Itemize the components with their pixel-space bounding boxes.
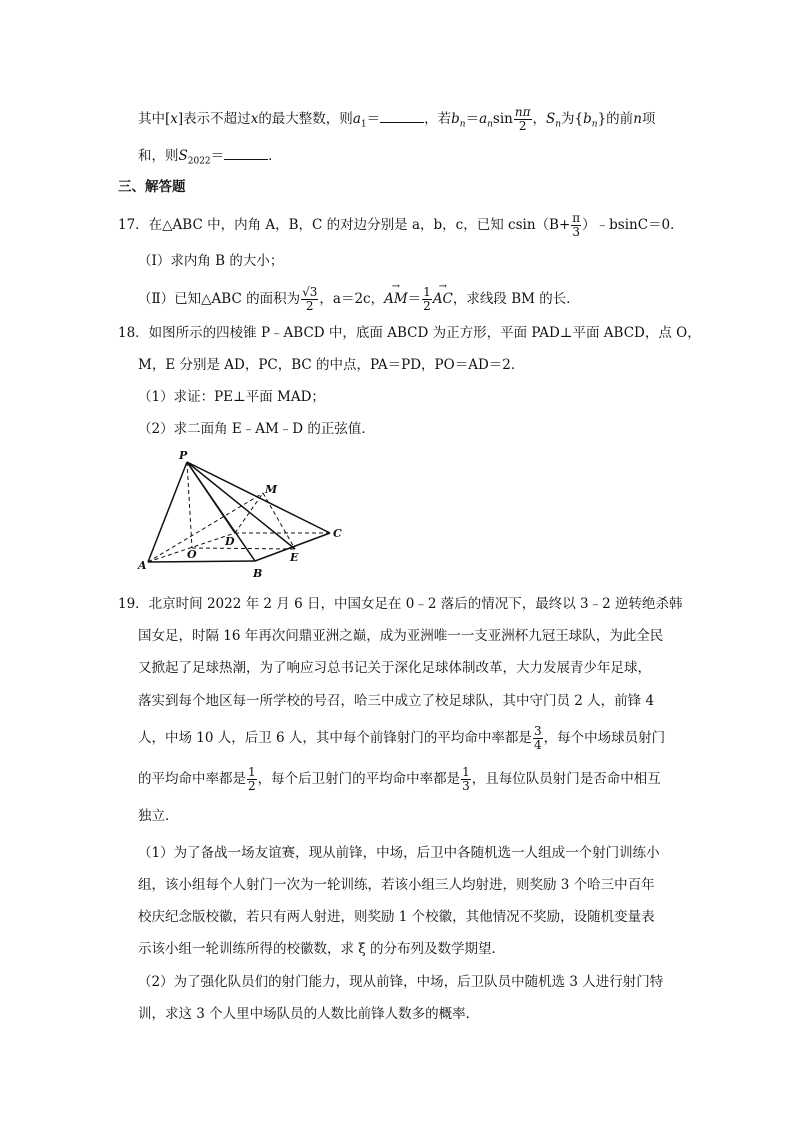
label-O: O <box>187 548 197 561</box>
label-M: M <box>265 483 278 496</box>
q19-part1-line1: （1）为了备战一场友谊赛，现从前锋，中场，后卫中各随机选一人组成一个射门训练小 <box>138 845 660 861</box>
q19-part2-line1: （2）为了强化队员们的射门能力，现从前锋，中场，后卫队员中随机选 3 人进行射门特 <box>138 974 664 990</box>
q18-line1: 18．如图所示的四棱锥 P﹣ABCD 中，底面 ABCD 为正方形，平面 PAD⊥平面 ABCD，点 O， <box>118 325 701 341</box>
fraction-3-over-4: $\frac{3}{4}$ <box>533 724 542 752</box>
label-C: C <box>333 527 342 540</box>
q19-line6: 的平均命中率都是 $\frac{1}{2}$ ，每个后卫射门的平均命中率都是 $\frac{1}{3}$ ，且每位队员射门是否命中相互 <box>138 765 661 793</box>
q16-continuation-line2: 和，则$S_{2022}=$ ． <box>138 145 282 173</box>
pyramid-figure <box>135 445 355 585</box>
label-D: D <box>225 535 235 548</box>
label-E: E <box>290 551 299 564</box>
q19-line5: 人，中场 10 人，后卫 6 人，其中每个前锋射门的平均命中率都是 $\frac{3}{4}$ ，每个中场球员射门 <box>138 724 666 752</box>
answer-blank-a1 <box>380 108 424 123</box>
label-P: P <box>179 449 188 462</box>
q19-line2: 国女足，时隔 16 年再次问鼎亚洲之巅，成为亚洲唯一一支亚洲杯九冠王球队，为此全民 <box>138 628 664 644</box>
pyramid-solid-edges <box>148 462 330 562</box>
label-A: A <box>138 559 147 572</box>
q17-line1: 17．在△ABC 中，内角 A，B，C 的对边分别是 a，b，c，已知 csin（B+ $\frac{\pi}{3}$ ）﹣bsinC＝0． <box>118 211 684 239</box>
fraction-1-over-2: $\frac{1}{2}$ <box>423 285 431 313</box>
q18-part2: （2）求二面角 E﹣AM﹣D 的正弦值． <box>138 421 375 437</box>
fraction-npi-over-2: $\frac{n\pi}{2}$ <box>514 105 531 133</box>
answer-blank-s2022 <box>224 145 268 160</box>
fraction-sqrt3-over-2: $\frac{√3}{2}$ <box>302 285 318 313</box>
q19-part1-line2: 组，该小组每个人射门一次为一轮训练，若该小组三人均射进，则奖励 3 个哈三中百年 <box>138 877 655 893</box>
q19-line3: 又掀起了足球热潮，为了响应习总书记关于深化足球体制改革，大力发展青少年足球， <box>138 660 651 676</box>
q17-part1: （Ⅰ）求内角 B 的大小； <box>138 253 284 269</box>
section-title: 三、解答题 <box>118 179 186 195</box>
q19-part2-line2: 训，求这 3 个人里中场队员的人数比前锋人数多的概率． <box>138 1006 480 1022</box>
fraction-1-over-3: $\frac{1}{3}$ <box>462 765 470 793</box>
q19-line7: 独立． <box>138 808 179 824</box>
q19-line4: 落实到每个地区每一所学校的号召，哈三中成立了校足球队，其中守门员 2 人，前锋 4 <box>138 693 655 709</box>
label-B: B <box>253 567 263 580</box>
q18-line2: M，E 分别是 AD，PC，BC 的中点，PA＝PD，PO＝AD＝2． <box>138 357 525 373</box>
fraction-pi-over-3: $\frac{\pi}{3}$ <box>572 211 581 239</box>
fraction-1-over-2-b: $\frac{1}{2}$ <box>248 765 256 793</box>
q19-part1-line4: 示该小组一轮训练所得的校徽数，求 ξ 的分布列及数学期望． <box>138 941 506 957</box>
q19-line1: 19．北京时间 2022 年 2 月 6 日，中国女足在 0﹣2 落后的情况下，最终以 3﹣2 逆转绝杀韩 <box>118 596 683 612</box>
pyramid-hidden-edges <box>148 462 330 562</box>
vector-ac: → AC <box>433 288 453 310</box>
vector-am: → AM <box>384 288 408 310</box>
q18-part1: （1）求证：PE⊥平面 MAD； <box>138 389 325 405</box>
q16-continuation-line1: 其中[x]表示不超过x的最大整数，则$a_1=$ ，若$b_n=a_n\sin$ $\frac{n\pi}{2}$ ，$S_n$为$\{b_n\}$的前n项 <box>138 105 656 133</box>
q19-part1-line3: 校庆纪念版校徽，若只有两人射进，则奖励 1 个校徽，其他情况不奖励，设随机变量表 <box>138 909 655 925</box>
q17-part2: （Ⅱ）已知△ABC 的面积为 $\frac{√3}{2}$ ，a＝2c，→ AM＝ $\frac{1}{2}$ → AC，求线段 BM 的长． <box>138 286 580 313</box>
